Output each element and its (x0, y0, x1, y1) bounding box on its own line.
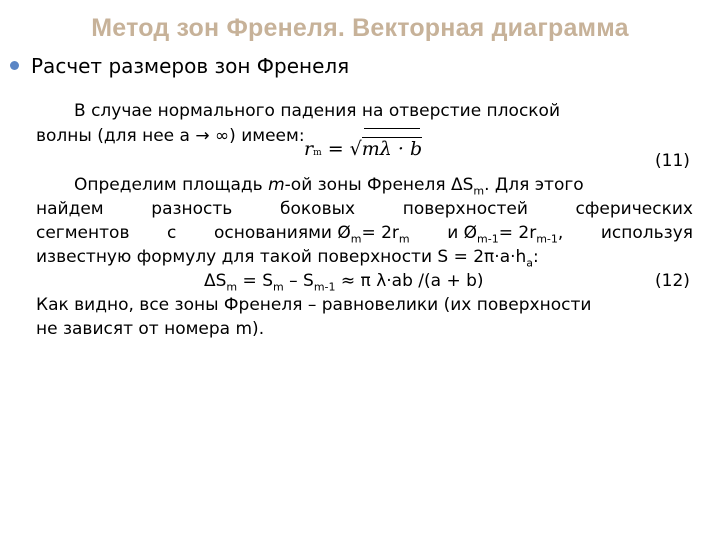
l3a: Определим площадь (74, 175, 269, 195)
l7sub2: m (272, 280, 284, 294)
l6b: : (533, 247, 539, 267)
l5-w8: используя (600, 223, 693, 243)
formula-eq: = (327, 138, 344, 160)
l5-w1: сегментов (36, 223, 130, 243)
l5-g2 (447, 223, 563, 245)
text-line-1: В случае нормального падения на отверстие плоской (74, 101, 561, 121)
l4-w3: боковых (280, 199, 356, 219)
text-line-5 (36, 223, 693, 245)
l6a: известную формулу для такой поверхности S = 2π·a·h (36, 247, 527, 267)
l7b: = S (237, 271, 273, 291)
formula-rhs: mλ · b (361, 138, 423, 160)
formula-12 (204, 271, 484, 293)
l4-w5: сферических (575, 199, 693, 219)
formula-11-number: (11) (655, 151, 690, 171)
l7: ΔS (204, 271, 227, 291)
l5-s3: m-1 (477, 232, 499, 246)
l5-s4: m-1 (536, 232, 558, 246)
l6sub: a (526, 256, 534, 270)
bullet-dot-icon (10, 61, 19, 70)
l5-w4: = 2r (361, 223, 399, 243)
l3sub: m (473, 184, 485, 198)
l7sub1: m (226, 280, 238, 294)
l7d: ≈ π λ·ab /(a + b) (335, 271, 484, 291)
l7sub3: m-1 (313, 280, 336, 294)
l4-w4: поверхностей (402, 199, 528, 219)
bullet-item (10, 54, 349, 78)
l3c: . Для этого (484, 175, 584, 195)
formula-lhs-sub: m (313, 148, 322, 158)
l3b: -ой зоны Френеля ΔS (284, 175, 474, 195)
l5-w2: с (167, 223, 177, 243)
bullet-text: Расчет размеров зон Френеля (31, 54, 350, 78)
sqrt-icon: √ (349, 138, 362, 160)
slide-title: Метод зон Френеля. Векторная диаграмма (91, 14, 629, 42)
text-line-8: Как видно, все зоны Френеля – равновелики (их поверхности (36, 295, 592, 315)
formula-lhs: r (304, 138, 314, 160)
text-line-2: волны (для нее a → ∞) имеем: (36, 126, 305, 146)
l5-w3: основаниями Ø (213, 223, 351, 243)
l5-w5: и Ø (447, 223, 478, 243)
l4-w2: разность (151, 199, 233, 219)
l5-w6: = 2r (498, 223, 537, 243)
text-line-4 (36, 199, 693, 219)
formula-overline (364, 128, 420, 129)
formula-12-number: (12) (655, 271, 690, 291)
l5-w7: , (557, 223, 564, 243)
text-line-9: не зависят от номера m). (36, 319, 265, 339)
formula-11 (304, 138, 422, 160)
l3m: m (268, 175, 285, 195)
text-line-6 (36, 247, 539, 269)
l5-g1 (214, 223, 410, 245)
l7c: – S (283, 271, 314, 291)
l4-w1: найдем (36, 199, 104, 219)
text-line-3 (74, 175, 584, 197)
l5-s2: m (398, 232, 410, 246)
l5-s1: m (350, 232, 362, 246)
